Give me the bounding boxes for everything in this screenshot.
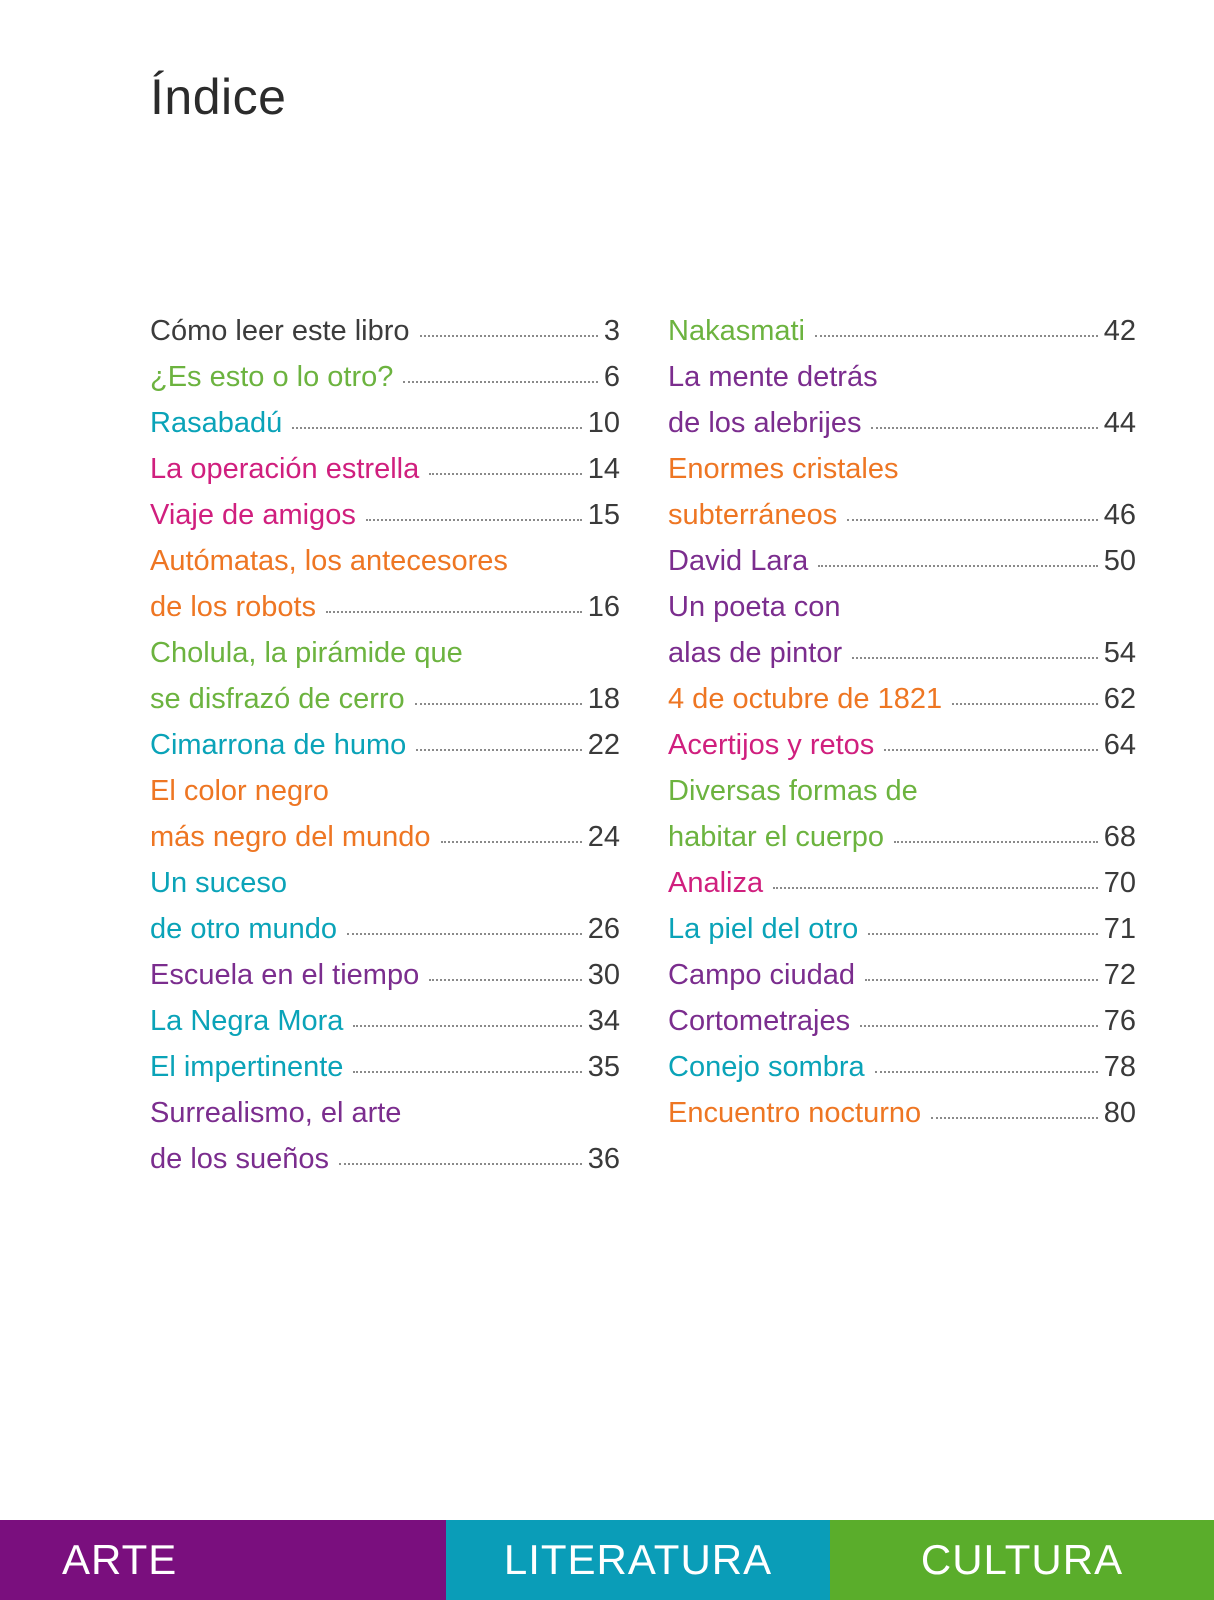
- toc-entry-title: El color negro: [150, 775, 329, 807]
- dot-leader: [818, 565, 1097, 567]
- toc-entry-title: 4 de octubre de 1821: [668, 683, 943, 715]
- toc-entry-title: Cholula, la pirámide que: [150, 637, 463, 669]
- toc-page-number: 34: [587, 1005, 620, 1037]
- toc-page-number: 42: [1103, 315, 1136, 347]
- toc-entry-line: [150, 354, 620, 400]
- toc-entry-line: [668, 630, 1136, 676]
- toc-page-number: 68: [1103, 821, 1136, 853]
- toc-page-number: 36: [587, 1143, 620, 1175]
- dot-leader: [441, 841, 582, 843]
- toc-entry-line: [668, 308, 1136, 354]
- toc-entry-title: Campo ciudad: [668, 959, 855, 991]
- toc-entry-line: [668, 952, 1136, 998]
- footer-band-cultura: CULTURA: [830, 1520, 1214, 1600]
- toc-page-number: 24: [587, 821, 620, 853]
- toc-entry-title: La operación estrella: [150, 453, 420, 485]
- dot-leader: [292, 427, 582, 429]
- dot-leader: [339, 1163, 582, 1165]
- toc-entry-title: subterráneos: [668, 499, 838, 531]
- toc-page-number: 26: [587, 913, 620, 945]
- toc-entry-title: La mente detrás: [668, 361, 878, 393]
- dot-leader: [420, 335, 598, 337]
- toc-entry-line: [668, 354, 1136, 400]
- dot-leader: [403, 381, 597, 383]
- toc-entry-line: [668, 860, 1136, 906]
- toc-entry-line: [668, 492, 1136, 538]
- toc-entry-title: Encuentro nocturno: [668, 1097, 922, 1129]
- toc-entry-line: [150, 768, 620, 814]
- toc-entry-title: David Lara: [668, 545, 809, 577]
- toc-entry-line: [668, 676, 1136, 722]
- dot-leader: [416, 749, 581, 751]
- toc-entry-title: de los sueños: [150, 1143, 329, 1175]
- toc-entry-title: se disfrazó de cerro: [150, 683, 405, 715]
- toc-entry-line: [150, 584, 620, 630]
- toc-entry-line: [668, 446, 1136, 492]
- dot-leader: [815, 335, 1098, 337]
- toc-entry-title: La piel del otro: [668, 913, 859, 945]
- page-title: Índice: [150, 69, 287, 125]
- dot-leader: [952, 703, 1098, 705]
- toc-entry-line: [150, 630, 620, 676]
- toc-page-number: 76: [1103, 1005, 1136, 1037]
- toc-entry-line: [150, 1090, 620, 1136]
- toc-entry-title: El impertinente: [150, 1051, 344, 1083]
- toc-entry-line: [668, 538, 1136, 584]
- toc-entry-line: [668, 584, 1136, 630]
- dot-leader: [353, 1025, 581, 1027]
- toc-entry-line: [150, 998, 620, 1044]
- dot-leader: [868, 933, 1097, 935]
- toc-entry-title: Rasabadú: [150, 407, 283, 439]
- toc-entry-title: ¿Es esto o lo otro?: [150, 361, 394, 393]
- dot-leader: [347, 933, 582, 935]
- toc-entry-line: [668, 722, 1136, 768]
- toc-column-left: [150, 308, 620, 1182]
- dot-leader: [875, 1071, 1098, 1073]
- toc-entry-title: Surrealismo, el arte: [150, 1097, 402, 1129]
- toc-entry-line: [150, 722, 620, 768]
- toc-entry-line: [668, 400, 1136, 446]
- toc-entry-line: [150, 492, 620, 538]
- toc-page-number: 44: [1103, 407, 1136, 439]
- toc-entry-line: [150, 906, 620, 952]
- toc-page-number: 15: [587, 499, 620, 531]
- dot-leader: [860, 1025, 1098, 1027]
- toc-page-number: 54: [1103, 637, 1136, 669]
- footer-band-arte: ARTE: [0, 1520, 446, 1600]
- dot-leader: [326, 611, 582, 613]
- toc-entry-title: Nakasmati: [668, 315, 805, 347]
- toc-entry-line: [150, 446, 620, 492]
- dot-leader: [429, 979, 582, 981]
- toc-entry-line: [668, 1044, 1136, 1090]
- toc-page-number: 46: [1103, 499, 1136, 531]
- dot-leader: [847, 519, 1097, 521]
- toc-entry-title: de los robots: [150, 591, 317, 623]
- toc-page-number: 62: [1103, 683, 1136, 715]
- toc-entry-title: Cortometrajes: [668, 1005, 851, 1037]
- toc-entry-line: [150, 952, 620, 998]
- dot-leader: [871, 427, 1097, 429]
- toc-page-number: 80: [1103, 1097, 1136, 1129]
- dot-leader: [852, 657, 1098, 659]
- footer-band-literatura: LITERATURA: [446, 1520, 830, 1600]
- toc-page-number: 6: [603, 361, 620, 393]
- toc-entry-title: Un suceso: [150, 867, 288, 899]
- toc-entry-title: de otro mundo: [150, 913, 338, 945]
- dot-leader: [415, 703, 582, 705]
- toc-entry-line: [150, 1044, 620, 1090]
- toc-entry-title: Conejo sombra: [668, 1051, 865, 1083]
- toc-entry-line: [150, 538, 620, 584]
- dot-leader: [894, 841, 1098, 843]
- toc-entry-line: [150, 1136, 620, 1182]
- toc-entry-title: Autómatas, los antecesores: [150, 545, 508, 577]
- toc-page-number: 78: [1103, 1051, 1136, 1083]
- toc-page-number: 16: [587, 591, 620, 623]
- toc-page-number: 71: [1103, 913, 1136, 945]
- toc-entry-title: de los alebrijes: [668, 407, 862, 439]
- toc-page-number: 35: [587, 1051, 620, 1083]
- toc-entry-title: más negro del mundo: [150, 821, 431, 853]
- toc-page-number: 18: [587, 683, 620, 715]
- toc-page-number: 10: [587, 407, 620, 439]
- toc-entry-line: [668, 814, 1136, 860]
- toc-page-number: 64: [1103, 729, 1136, 761]
- toc-entry-line: [150, 676, 620, 722]
- dot-leader: [429, 473, 582, 475]
- dot-leader: [353, 1071, 581, 1073]
- toc-entry-line: [668, 1090, 1136, 1136]
- toc-page-number: 50: [1103, 545, 1136, 577]
- toc-entry-line: [150, 308, 620, 354]
- toc-entry-title: Enormes cristales: [668, 453, 899, 485]
- toc-entry-title: Diversas formas de: [668, 775, 918, 807]
- footer-bands: [0, 1520, 1214, 1600]
- toc-entry-line: [150, 860, 620, 906]
- toc-entry-title: Un poeta con: [668, 591, 841, 623]
- toc-page-number: 72: [1103, 959, 1136, 991]
- dot-leader: [884, 749, 1097, 751]
- toc-entry-line: [668, 768, 1136, 814]
- toc-entry-line: [668, 998, 1136, 1044]
- toc-entry-title: La Negra Mora: [150, 1005, 344, 1037]
- toc-entry-line: [150, 400, 620, 446]
- toc-entry-title: Cómo leer este libro: [150, 315, 410, 347]
- toc-entry-title: Acertijos y retos: [668, 729, 875, 761]
- toc-page-number: 14: [587, 453, 620, 485]
- toc-entry-line: [668, 906, 1136, 952]
- dot-leader: [865, 979, 1098, 981]
- toc-entry-title: Cimarrona de humo: [150, 729, 407, 761]
- dot-leader: [931, 1117, 1098, 1119]
- toc-entry-line: [150, 814, 620, 860]
- toc-page-number: 22: [587, 729, 620, 761]
- toc-entry-title: Viaje de amigos: [150, 499, 356, 531]
- toc-entry-title: alas de pintor: [668, 637, 843, 669]
- toc-column-right: [668, 308, 1136, 1136]
- toc-page-number: 70: [1103, 867, 1136, 899]
- dot-leader: [366, 519, 582, 521]
- toc-page-number: 3: [603, 315, 620, 347]
- toc-entry-title: Analiza: [668, 867, 764, 899]
- toc-entry-title: Escuela en el tiempo: [150, 959, 420, 991]
- dot-leader: [773, 887, 1098, 889]
- toc-entry-title: habitar el cuerpo: [668, 821, 885, 853]
- toc-page-number: 30: [587, 959, 620, 991]
